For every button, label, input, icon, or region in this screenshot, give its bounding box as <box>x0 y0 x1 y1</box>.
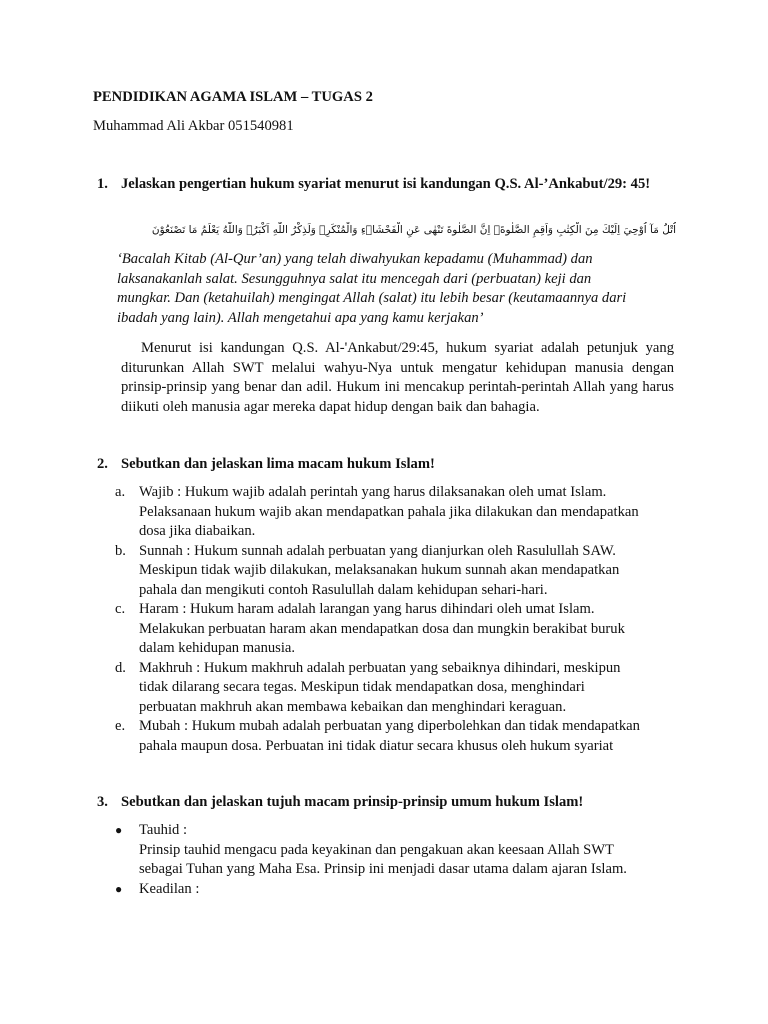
hukum-list <box>97 483 677 756</box>
list-item <box>97 821 677 880</box>
translation-line: laksanakanlah salat. Sesungguhnya salat itu mencegah dari (perbuatan) keji dan <box>117 270 592 287</box>
question-3 <box>97 793 677 813</box>
list-line: Sunnah : Hukum sunnah adalah perbuatan yang dianjurkan oleh Rasulullah SAW. <box>139 542 616 559</box>
list-item <box>97 483 677 542</box>
list-line: Haram : Hukum haram adalah larangan yang harus dihindari oleh umat Islam. <box>139 601 595 617</box>
question-2 <box>97 455 677 475</box>
document-title: PENDIDIKAN AGAMA ISLAM – TUGAS 2 <box>93 89 373 105</box>
translation-line: mungkar. Dan (ketahuilah) mengingat Allah (salat) itu lebih besar (keutamaannya dari <box>117 290 627 306</box>
author-line: Muhammad Ali Akbar 051540981 <box>93 118 294 134</box>
list-item <box>97 659 677 718</box>
question-text: Jelaskan pengertian hukum syariat menurut isi kandungan Q.S. Al-’Ankabut/29: 45! <box>121 176 651 192</box>
list-line: Tauhid : <box>139 822 188 838</box>
list-line: Pelaksanaan hukum wajib akan mendapatkan pahala jika dilakukan dan mendapatkan <box>139 503 639 520</box>
question-text: Sebutkan dan jelaskan lima macam hukum Islam! <box>121 456 435 472</box>
list-item <box>97 717 677 756</box>
list-line: sebagai Tuhan yang Maha Esa. Prinsip ini menjadi dasar utama dalam ajaran Islam. <box>139 861 627 877</box>
list-line: Wajib : Hukum wajib adalah perintah yang harus dilaksanakan oleh umat Islam. <box>139 484 607 500</box>
list-line: dosa jika diabaikan. <box>139 523 256 539</box>
list-line: Keadilan : <box>139 880 200 897</box>
arabic-verse: اُتْلُ مَآ اُوْحِيَ اِلَيْكَ مِنَ الْكِتٰبِ وَاَقِمِ الصَّلٰوةَۗ اِنَّ الصَّلٰوةَ تَنْهٰى عَنِ الْفَحْشَاۤءِ وَالْمُنْكَرِۗ وَلَذِكْرُ اللّٰهِ اَكْبَرُۗ وَاللّٰهُ يَعْلَمُ مَا تَصْنَعُوْنَ <box>151 224 676 236</box>
question-text: Sebutkan dan jelaskan tujuh macam prinsip-prinsip umum hukum Islam! <box>121 794 584 810</box>
list-line: dalam kehidupan manusia. <box>139 640 296 656</box>
list-item <box>97 880 677 900</box>
list-marker: c. <box>115 601 126 617</box>
translation-line: ‘Bacalah Kitab (Al-Qur’an) yang telah diwahyukan kepadamu (Muhammad) dan <box>117 251 593 267</box>
translation-line: ibadah yang lain). Allah mengetahui apa yang kamu kerjakan’ <box>117 309 484 326</box>
list-line: pahala dan mengikuti contoh Rasulullah dalam kehidupan sehari-hari. <box>139 581 548 598</box>
list-line: Meskipun tidak wajib dilakukan, melaksanakan hukum sunnah akan mendapatkan <box>139 562 620 578</box>
bullet-icon: ● <box>115 881 123 896</box>
list-item <box>97 542 677 601</box>
answer-paragraph: Menurut isi kandungan Q.S. Al-'Ankabut/29:45, hukum syariat adalah petunjuk yang diturunkan Allah SWT melalui wahyu-Nya untuk mengatur kehidupan manusia dengan prinsip-prinsip yang benar dan adil. Hukum ini mencakup perintah-perintah Allah yang harus diikuti oleh manusia agar mereka dapat hidup dengan baik dan bahagia. <box>121 340 674 415</box>
list-line: Makhruh : Hukum makhruh adalah perbuatan yang sebaiknya dihindari, meskipun <box>139 659 621 676</box>
list-line: Mubah : Hukum mubah adalah perbuatan yang diperbolehkan dan tidak mendapatkan <box>139 718 640 734</box>
question-number: 3. <box>97 794 108 810</box>
verse-translation <box>117 250 677 328</box>
question-1 <box>97 175 677 195</box>
prinsip-list <box>97 821 677 899</box>
list-item <box>97 600 677 659</box>
question-number: 2. <box>97 456 108 472</box>
list-line: tidak dilarang secara tegas. Meskipun tidak mendapatkan dosa, menghindari <box>139 679 585 695</box>
list-marker: b. <box>115 542 126 559</box>
list-line: Melakukan perbuatan haram akan mendapatkan dosa dan mungkin berakibat buruk <box>139 620 625 637</box>
question-number: 1. <box>97 176 108 192</box>
list-marker: d. <box>115 659 126 676</box>
list-line: perbuatan makhruh akan membawa kebaikan dan menghindari keraguan. <box>139 698 567 715</box>
bullet-icon: ● <box>115 823 123 837</box>
list-marker: e. <box>115 718 126 734</box>
list-marker: a. <box>115 484 126 500</box>
list-line: pahala maupun dosa. Perbuatan ini tidak diatur secara khusus oleh hukum syariat <box>139 737 614 754</box>
list-line: Prinsip tauhid mengacu pada keyakinan dan pengakuan akan keesaan Allah SWT <box>139 841 614 858</box>
